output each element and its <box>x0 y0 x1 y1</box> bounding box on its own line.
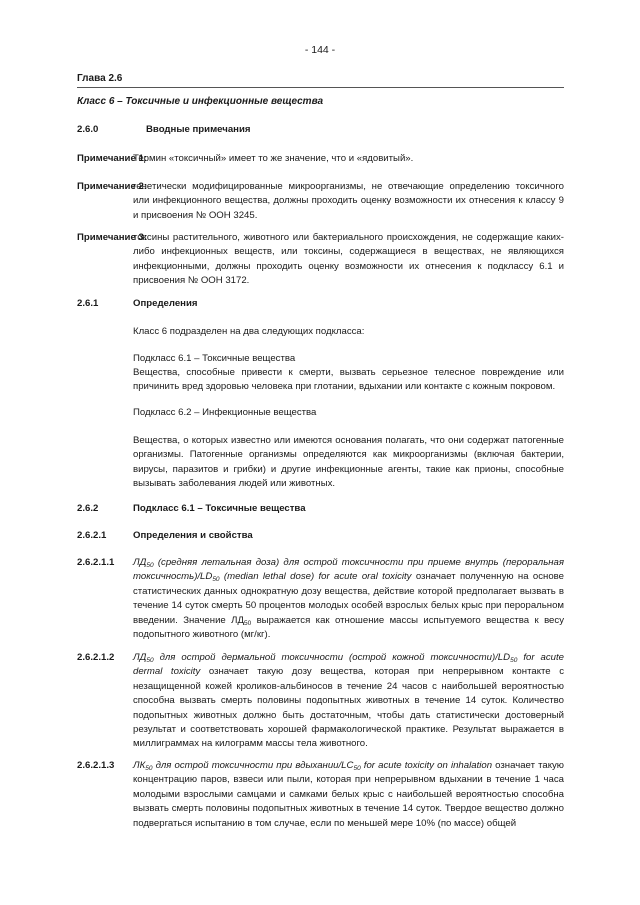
subclass-6-2-title: Подкласс 6.2 – Инфекционные вещества <box>133 407 317 418</box>
term-lc50-inhalation: $ЛК_{50}$ для острой токсичности при вдыхании/$LC_{50}$ for acute toxicity on inhalation <box>133 760 493 772</box>
note-3-text: токсины растительного, животного или бактериального происхождения, не содержащие каких-либо инфекционных веществ, или токсины, содержащиеся в веществах, не являющихся инфекционными, должны проходить оценку возможности их отнесения к подклассу 6.1 и присвоения № ООН 3172. <box>133 232 564 287</box>
section-title-2-6-2: Подкласс 6.1 – Токсичные вещества <box>133 503 306 514</box>
note-3-label: Примечание 3: <box>77 232 147 243</box>
section-number-2-6-0: 2.6.0 <box>77 124 99 135</box>
classes-intro: Класс 6 подразделен на два следующих подкласса: <box>133 326 365 337</box>
page-number: - 144 - <box>304 44 336 56</box>
section-number-2-6-1: 2.6.1 <box>77 298 99 309</box>
subclass-6-1-text: Вещества, способные привести к смерти, вызвать серьезное телесное повреждение или причинить вред здоровью человека при глотании, вдыхании или контакте с кожным покровом. <box>133 367 564 393</box>
note-1-label: Примечание 1: <box>77 153 147 164</box>
note-1-text: Термин «токсичный» имеет то же значение, что и «ядовитый». <box>133 153 414 164</box>
paragraph-2-6-2-1-2: $ЛД_{50}$ для острой дермальной токсичности (острой кожной $токсичности)/LD_{50}$ for acute dermal toxicity означает такую дозу вещества, которая при непрерывном контакте с незащищенной кожей кроликов-альбиносов в течение 24 часов с наибольшей вероятностью способна вызвать смерть половины подопытных животных в течение 14 суток. Количество подопытных животных должно быть достаточным, чтобы дать статистически достоверный результат и соответствовать хорошей фармакологической практике. Результат выражается в миллиграммах на килограмм массы тела животного. <box>133 652 565 750</box>
section-title-2-6-1: Определения <box>133 298 198 309</box>
section-number-2-6-2-1-3: 2.6.2.1.3 <box>77 760 115 771</box>
subclass-6-1-title: Подкласс 6.1 – Токсичные вещества <box>133 353 296 364</box>
note-2-label: Примечание 2: <box>77 181 147 192</box>
section-title-2-6-2-1: Определения и свойства <box>133 530 253 541</box>
paragraph-2-6-2-1-3: $ЛК_{50}$ для острой токсичности при вдыхании/$LC_{50}$ for acute toxicity on inhalation означает такую концентрацию паров, взвеси или пыли, которая при непрерывном вдыхании в течение 1 часа молодыми взрослыми самцами и самками белых крыс с наибольшей вероятностью способна вызвать смерть половины подопытных животных в течение 14 суток. Твердое вещество должно подвергаться испытанию в том случае, если по меньшей мере 10% (по массе) общей <box>133 760 565 829</box>
chapter-title: Глава 2.6 <box>77 73 123 84</box>
paragraph-2-6-2-1-1: $ЛД_{50}$ (средняя летальная доза) для острой токсичности при приеме внутрь (пероральная $токсичность)/LD_{50}$ (median lethal dose) for acute oral toxicity означает полученную на основе статистических данных однократную дозу вещества, действие которой предполагает вызвать в течение 14 суток смерть 50 процентов молодых особей взрослых белых крыс при пероральном введении. Значение $ЛД_{50}$ выражается как отношение массы испытуемого вещества к весу подопытного животного (мг/кг). <box>133 557 564 641</box>
term-ld50-oral: $ЛД_{50}$ (средняя летальная доза) для острой токсичности при приеме внутрь (пероральная $токсичность)/LD_{50}$ (median lethal dose) for acute oral toxicity <box>133 557 564 584</box>
section-number-2-6-2: 2.6.2 <box>77 503 99 514</box>
note-2-text: генетически модифицированные микроорганизмы, не отвечающие определению токсичного или инфекционного вещества, должны проходить оценку возможности их отнесения к классу 9 и присвоения № ООН 3245. <box>133 181 564 221</box>
header-divider <box>77 87 564 88</box>
section-title-2-6-0: Вводные примечания <box>146 124 251 135</box>
section-number-2-6-2-1-1: 2.6.2.1.1 <box>77 557 115 568</box>
term-ld50-dermal: $ЛД_{50}$ для острой дермальной токсичности (острой кожной $токсичности)/LD_{50}$ for acute dermal toxicity <box>133 652 564 678</box>
subclass-6-2-text: Вещества, о которых известно или имеются основания полагать, что они содержат патогенные организмы. Патогенные организмы определяются как микроорганизмы (включая бактерии, вирусы, паразитов и грибки) и другие инфекционные агенты, такие как прионы, способные вызывать заболевания людей или животных. <box>133 435 564 490</box>
class-title: Класс 6 – Токсичные и инфекционные вещества <box>77 96 324 107</box>
section-number-2-6-2-1: 2.6.2.1 <box>77 530 107 541</box>
section-number-2-6-2-1-2: 2.6.2.1.2 <box>77 652 115 663</box>
